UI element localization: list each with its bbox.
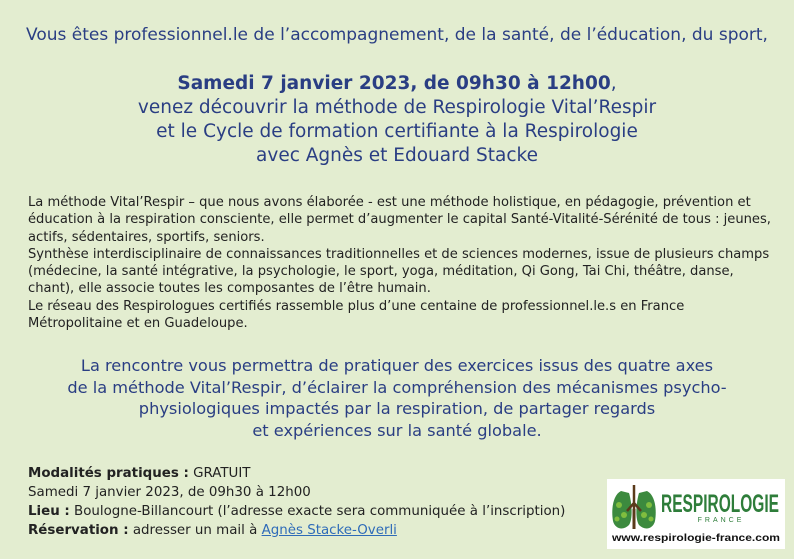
practical-info <box>28 464 608 540</box>
reservation-label: Réservation : <box>28 523 129 538</box>
logo-url: www.respirologie-france.com <box>610 532 780 544</box>
reservation-email-link[interactable]: Agnès Stacke-Overli <box>261 523 397 538</box>
reservation-row <box>28 521 608 540</box>
lieu-value: Boulogne-Billancourt (l’adresse exacte sera communiquée à l’inscription) <box>69 504 566 519</box>
headline-line-1 <box>0 72 794 96</box>
date-row: Samedi 7 janvier 2023, de 09h30 à 12h00 <box>28 485 311 500</box>
headline-line-2: venez découvrir la méthode de Respirologie Vital’Respir <box>137 97 657 118</box>
description-paragraph-3: Le réseau des Respirologues certifiés rassemble plus d’une centaine de professionnel.le.s en France Métropolitaine et en Guadeloupe. <box>28 298 685 332</box>
meeting-line-2: de la méthode Vital’Respir, d’éclairer la compréhension des mécanismes psycho- <box>67 377 727 397</box>
modalites-row <box>28 464 608 483</box>
logo-country: FRANCE <box>697 517 745 524</box>
modalites-value: GRATUIT <box>188 466 251 481</box>
logo-name: RESPIROLOGIE <box>661 490 779 518</box>
description-paragraph-1: La méthode Vital’Respir – que nous avons élaborée - est une méthode holistique, en pédagogie, prévention et éducation à la respiration consciente, elle permet d’augmenter le capital Santé-Vitalité-Sérénité de tous : jeunes, actifs, sédentaires, sportifs, seniors. <box>28 195 771 245</box>
method-description <box>28 194 780 332</box>
meeting-description <box>0 355 794 441</box>
respirologie-logo <box>607 479 785 549</box>
intro-line: Vous êtes professionnel.le de l’accompagnement, de la santé, de l’éducation, du sport, <box>26 25 768 45</box>
headline-line-3: et le Cycle de formation certifiante à la Respirologie <box>156 121 638 142</box>
lieu-label: Lieu : <box>28 504 70 519</box>
modalites-label: Modalités pratiques : <box>28 466 189 481</box>
description-paragraph-2: Synthèse interdisciplinaire de connaissances traditionnelles et de sciences modernes, issue de plusieurs champs (médecine, la santé intégrative, la psychologie, le sport, yoga, méditation, Qi Gong, Tai Chi, théâtre, danse, chant), elle associe toutes les composantes de l’être humain. <box>28 246 770 297</box>
reservation-value: adresser un mail à <box>128 523 262 538</box>
meeting-line-3: physiologiques impactés par la respiration, de partager regards <box>138 399 656 418</box>
meeting-line-1: La rencontre vous permettra de pratiquer des exercices issus des quatre axes <box>80 356 714 375</box>
event-date-suffix: , <box>610 73 617 94</box>
event-headline <box>0 72 794 168</box>
event-date: Samedi 7 janvier 2023, de 09h30 à 12h00 <box>177 73 611 94</box>
meeting-line-4: et expériences sur la santé globale. <box>252 420 542 440</box>
headline-line-4: avec Agnès et Edouard Stacke <box>256 145 538 166</box>
lieu-row <box>28 502 608 521</box>
lungs-tree-icon <box>607 479 785 549</box>
